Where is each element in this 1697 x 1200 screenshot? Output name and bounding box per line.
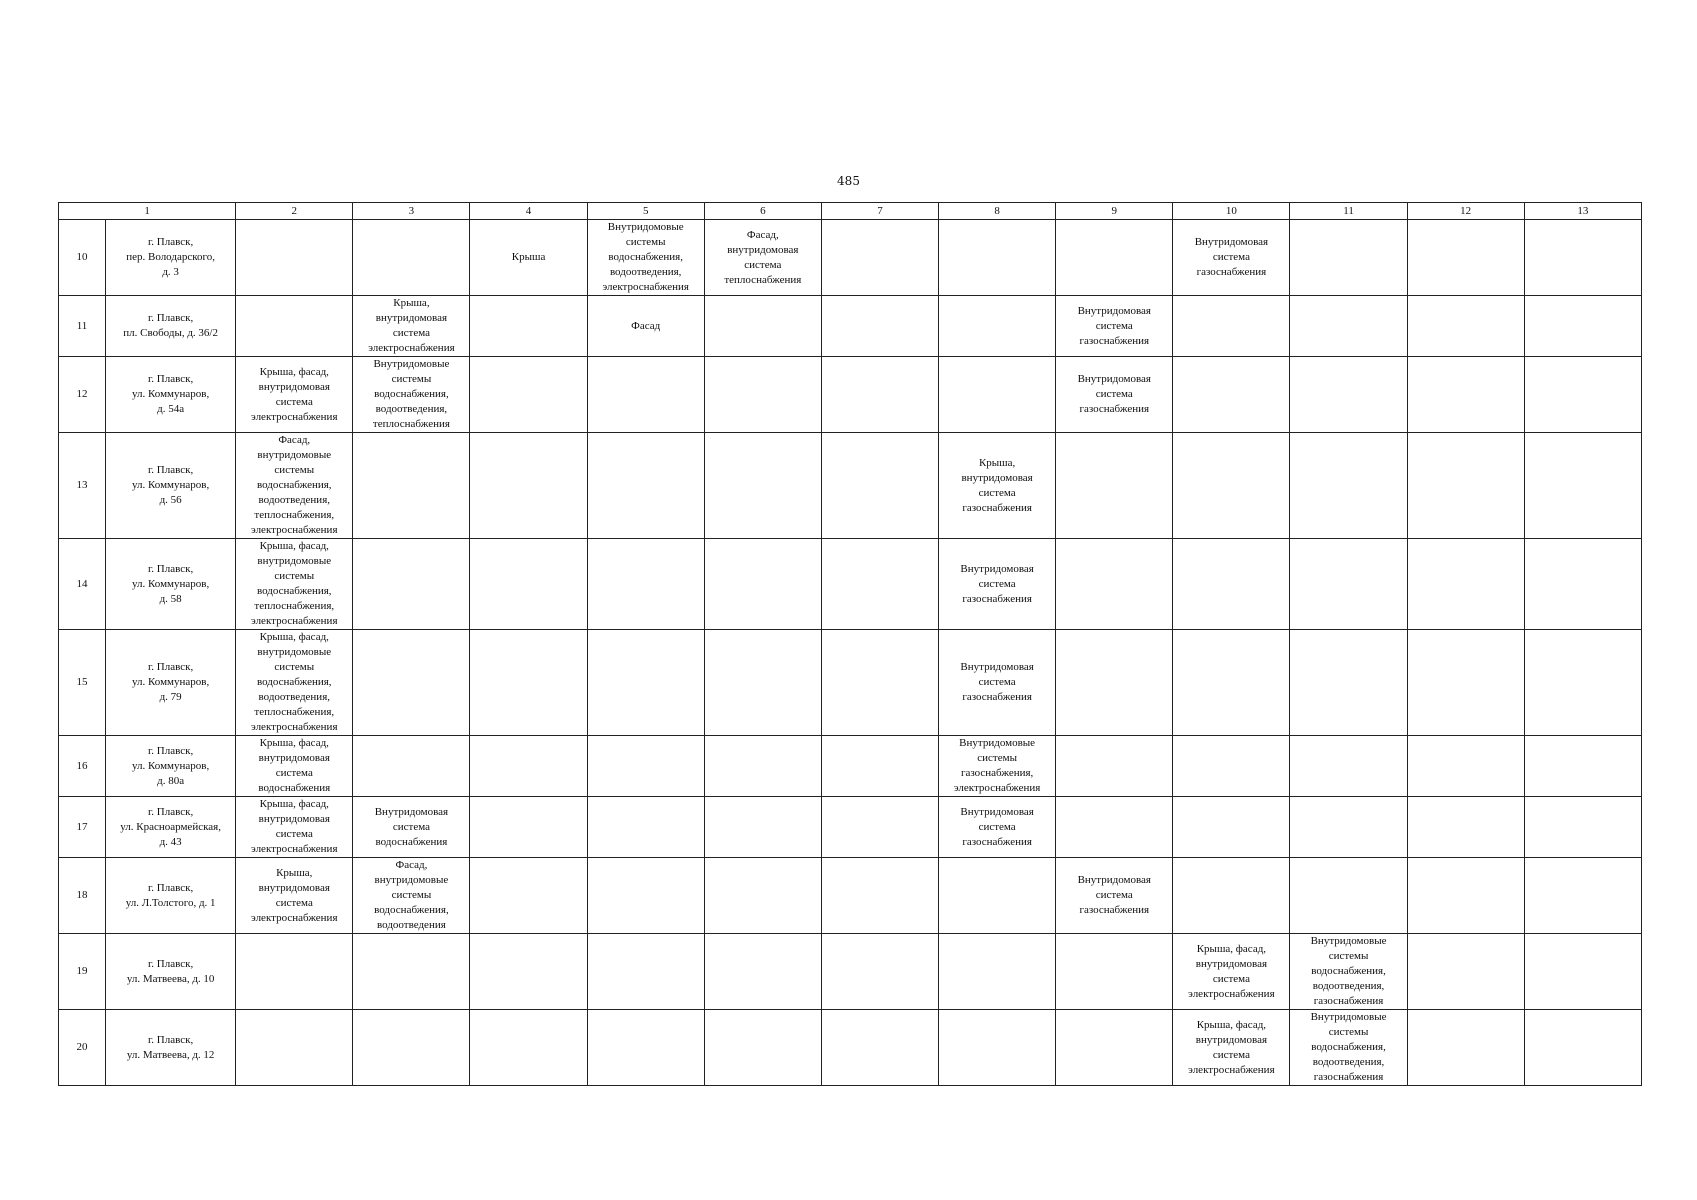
work-cell-col-11 bbox=[1290, 539, 1407, 630]
work-cell-col-7 bbox=[821, 539, 938, 630]
work-cell-col-3 bbox=[353, 934, 470, 1010]
table-row bbox=[59, 357, 1642, 433]
work-type-text: Крыша, фасад, внутридомовая система электроснабжения bbox=[1188, 942, 1275, 1000]
work-cell-col-4 bbox=[470, 630, 587, 736]
table-row bbox=[59, 630, 1642, 736]
row-number: 19 bbox=[59, 934, 106, 1010]
work-cell-col-7 bbox=[821, 630, 938, 736]
work-cell-col-9 bbox=[1056, 296, 1173, 357]
work-type-text: Крыша bbox=[511, 251, 546, 263]
work-cell-col-4 bbox=[470, 296, 587, 357]
work-type-text: Крыша, фасад, внутридомовая система электроснабжения bbox=[251, 365, 338, 423]
work-cell-col-2 bbox=[236, 934, 353, 1010]
work-cell-col-9 bbox=[1056, 934, 1173, 1010]
work-cell-col-8 bbox=[939, 433, 1056, 539]
column-header-12: 12 bbox=[1407, 203, 1524, 220]
work-type-text: Крыша, фасад, внутридомовые системы водоснабжения, водоотведения, теплоснабжения, электроснабжения bbox=[251, 631, 338, 733]
work-cell-col-13 bbox=[1524, 220, 1641, 296]
work-cell-col-9 bbox=[1056, 220, 1173, 296]
work-cell-col-6 bbox=[704, 858, 821, 934]
work-cell-col-4 bbox=[470, 797, 587, 858]
work-cell-col-4 bbox=[470, 736, 587, 797]
work-cell-col-13 bbox=[1524, 357, 1641, 433]
work-cell-col-10 bbox=[1173, 736, 1290, 797]
work-cell-col-4 bbox=[470, 433, 587, 539]
work-cell-col-6 bbox=[704, 934, 821, 1010]
work-cell-col-6 bbox=[704, 797, 821, 858]
work-type-text: Крыша, фасад, внутридомовая система электроснабжения bbox=[251, 798, 338, 855]
row-number: 20 bbox=[59, 1010, 106, 1086]
work-type-text: Внутридомовые системы водоснабжения, водоотведения, газоснабжения bbox=[1310, 935, 1387, 1007]
work-cell-col-5 bbox=[587, 357, 704, 433]
address-text: г. Плавск, ул. Матвеева, д. 12 bbox=[126, 1033, 215, 1061]
work-cell-col-2 bbox=[236, 357, 353, 433]
work-cell-col-6 bbox=[704, 630, 821, 736]
work-cell-col-4 bbox=[470, 934, 587, 1010]
work-cell-col-6 bbox=[704, 1010, 821, 1086]
address-cell bbox=[106, 797, 236, 858]
work-cell-col-11 bbox=[1290, 934, 1407, 1010]
work-cell-col-4 bbox=[470, 357, 587, 433]
address-text: г. Плавск, пер. Володарского, д. 3 bbox=[126, 236, 216, 278]
work-cell-col-10 bbox=[1173, 1010, 1290, 1086]
work-type-text: Фасад bbox=[631, 319, 661, 332]
work-type-text: Внутридомовая система газоснабжения bbox=[960, 805, 1034, 848]
work-cell-col-3 bbox=[353, 539, 470, 630]
work-cell-col-3 bbox=[353, 797, 470, 858]
work-cell-col-12 bbox=[1407, 736, 1524, 797]
work-cell-col-12 bbox=[1407, 1010, 1524, 1086]
work-cell-col-8 bbox=[939, 357, 1056, 433]
row-number: 18 bbox=[59, 858, 106, 934]
work-cell-col-5 bbox=[587, 1010, 704, 1086]
work-cell-col-12 bbox=[1407, 858, 1524, 934]
work-cell-col-4 bbox=[470, 220, 587, 296]
work-cell-col-3 bbox=[353, 357, 470, 433]
row-number: 13 bbox=[59, 433, 106, 539]
work-cell-col-8 bbox=[939, 539, 1056, 630]
work-type-text: Крыша, фасад, внутридомовые системы водоснабжения, теплоснабжения, электроснабжения bbox=[251, 540, 338, 627]
work-cell-col-4 bbox=[470, 539, 587, 630]
work-cell-col-11 bbox=[1290, 296, 1407, 357]
work-cell-col-10 bbox=[1173, 357, 1290, 433]
work-cell-col-13 bbox=[1524, 630, 1641, 736]
work-cell-col-6 bbox=[704, 357, 821, 433]
work-cell-col-5 bbox=[587, 630, 704, 736]
work-cell-col-8 bbox=[939, 797, 1056, 858]
address-cell bbox=[106, 858, 236, 934]
work-cell-col-3 bbox=[353, 858, 470, 934]
work-cell-col-11 bbox=[1290, 736, 1407, 797]
work-cell-col-7 bbox=[821, 220, 938, 296]
work-cell-col-6 bbox=[704, 736, 821, 797]
work-cell-col-5 bbox=[587, 858, 704, 934]
work-cell-col-8 bbox=[939, 296, 1056, 357]
column-header-5: 5 bbox=[587, 203, 704, 220]
work-cell-col-2 bbox=[236, 630, 353, 736]
work-cell-col-13 bbox=[1524, 858, 1641, 934]
work-cell-col-3 bbox=[353, 1010, 470, 1086]
address-cell bbox=[106, 220, 236, 296]
work-cell-col-12 bbox=[1407, 296, 1524, 357]
work-cell-col-8 bbox=[939, 1010, 1056, 1086]
work-cell-col-8 bbox=[939, 630, 1056, 736]
work-cell-col-12 bbox=[1407, 630, 1524, 736]
address-cell bbox=[106, 630, 236, 736]
repair-schedule-table bbox=[58, 202, 1642, 1086]
work-cell-col-9 bbox=[1056, 797, 1173, 858]
address-cell bbox=[106, 433, 236, 539]
work-cell-col-12 bbox=[1407, 934, 1524, 1010]
row-number: 17 bbox=[59, 797, 106, 858]
address-text: г. Плавск, ул. Коммунаров, д. 56 bbox=[132, 464, 210, 506]
work-cell-col-10 bbox=[1173, 934, 1290, 1010]
work-cell-col-7 bbox=[821, 797, 938, 858]
work-cell-col-13 bbox=[1524, 797, 1641, 858]
work-cell-col-13 bbox=[1524, 539, 1641, 630]
page-number: 485 bbox=[837, 174, 860, 188]
work-cell-col-4 bbox=[470, 1010, 587, 1086]
work-type-text: Внутридомовые системы водоснабжения, водоотведения, электроснабжения bbox=[602, 221, 689, 293]
work-type-text: Внутридомовая система газоснабжения bbox=[1077, 874, 1151, 916]
work-cell-col-9 bbox=[1056, 736, 1173, 797]
column-header-10: 10 bbox=[1173, 203, 1290, 220]
row-number: 15 bbox=[59, 630, 106, 736]
address-text: г. Плавск, ул. Коммунаров, д. 79 bbox=[132, 661, 210, 703]
work-cell-col-8 bbox=[939, 934, 1056, 1010]
work-cell-col-7 bbox=[821, 296, 938, 357]
address-text: г. Плавск, ул. Красноармейская, д. 43 bbox=[120, 805, 221, 848]
table-row bbox=[59, 539, 1642, 630]
work-cell-col-13 bbox=[1524, 736, 1641, 797]
work-cell-col-9 bbox=[1056, 539, 1173, 630]
work-type-text: Внутридомовые системы газоснабжения, электроснабжения bbox=[953, 737, 1041, 794]
work-type-text: Крыша, внутридомовая система электроснабжения bbox=[368, 297, 455, 354]
address-cell bbox=[106, 357, 236, 433]
work-cell-col-7 bbox=[821, 736, 938, 797]
work-cell-col-10 bbox=[1173, 797, 1290, 858]
work-cell-col-11 bbox=[1290, 630, 1407, 736]
work-cell-col-11 bbox=[1290, 797, 1407, 858]
work-cell-col-12 bbox=[1407, 357, 1524, 433]
work-type-text: Внутридомовая система водоснабжения bbox=[374, 805, 449, 848]
work-type-text: Внутридомовая система газоснабжения bbox=[1077, 373, 1151, 415]
work-cell-col-9 bbox=[1056, 630, 1173, 736]
work-type-text: Крыша, фасад, внутридомовая система водоснабжения bbox=[258, 737, 331, 794]
column-header-6: 6 bbox=[704, 203, 821, 220]
work-cell-col-12 bbox=[1407, 797, 1524, 858]
work-cell-col-8 bbox=[939, 736, 1056, 797]
work-cell-col-13 bbox=[1524, 934, 1641, 1010]
work-cell-col-2 bbox=[236, 220, 353, 296]
work-cell-col-11 bbox=[1290, 1010, 1407, 1086]
work-cell-col-2 bbox=[236, 539, 353, 630]
work-type-text: Внутридомовая система газоснабжения bbox=[1194, 236, 1269, 278]
row-number: 14 bbox=[59, 539, 106, 630]
table-row bbox=[59, 797, 1642, 858]
work-cell-col-2 bbox=[236, 296, 353, 357]
column-header-11: 11 bbox=[1290, 203, 1407, 220]
work-cell-col-2 bbox=[236, 1010, 353, 1086]
row-number: 11 bbox=[59, 296, 106, 357]
work-cell-col-7 bbox=[821, 858, 938, 934]
work-cell-col-13 bbox=[1524, 1010, 1641, 1086]
work-cell-col-9 bbox=[1056, 858, 1173, 934]
address-cell bbox=[106, 539, 236, 630]
work-cell-col-2 bbox=[236, 433, 353, 539]
work-type-text: Крыша, внутридомовая система электроснабжения bbox=[251, 866, 338, 924]
work-type-text: Внутридомовая система газоснабжения bbox=[960, 661, 1034, 703]
work-cell-col-3 bbox=[353, 296, 470, 357]
work-cell-col-3 bbox=[353, 220, 470, 296]
work-cell-col-6 bbox=[704, 296, 821, 357]
work-cell-col-8 bbox=[939, 858, 1056, 934]
work-cell-col-5 bbox=[587, 934, 704, 1010]
work-cell-col-11 bbox=[1290, 220, 1407, 296]
column-header-2: 2 bbox=[236, 203, 353, 220]
table-row bbox=[59, 433, 1642, 539]
address-text: г. Плавск, пл. Свободы, д. 36/2 bbox=[123, 312, 218, 339]
work-cell-col-7 bbox=[821, 934, 938, 1010]
work-cell-col-12 bbox=[1407, 433, 1524, 539]
work-cell-col-9 bbox=[1056, 357, 1173, 433]
column-header-4: 4 bbox=[470, 203, 587, 220]
work-cell-col-9 bbox=[1056, 1010, 1173, 1086]
work-cell-col-10 bbox=[1173, 220, 1290, 296]
address-text: г. Плавск, ул. Коммунаров, д. 54а bbox=[132, 373, 210, 415]
work-cell-col-2 bbox=[236, 858, 353, 934]
table-row bbox=[59, 220, 1642, 296]
work-cell-col-10 bbox=[1173, 630, 1290, 736]
work-type-text: Фасад, внутридомовые системы водоснабжения, водоотведения bbox=[374, 859, 449, 931]
work-cell-col-8 bbox=[939, 220, 1056, 296]
work-type-text: Крыша, внутридомовая система газоснабжения bbox=[961, 456, 1033, 514]
work-cell-col-5 bbox=[587, 433, 704, 539]
work-cell-col-12 bbox=[1407, 539, 1524, 630]
address-text: г. Плавск, ул. Л.Толстого, д. 1 bbox=[125, 881, 216, 909]
work-cell-col-6 bbox=[704, 220, 821, 296]
address-cell bbox=[106, 296, 236, 357]
work-type-text: Внутридомовая система газоснабжения bbox=[960, 562, 1034, 605]
work-type-text: Фасад, внутридомовая система теплоснабжения bbox=[724, 228, 802, 286]
work-cell-col-10 bbox=[1173, 433, 1290, 539]
work-cell-col-7 bbox=[821, 433, 938, 539]
address-text: г. Плавск, ул. Коммунаров, д. 80а bbox=[132, 744, 210, 787]
work-cell-col-5 bbox=[587, 539, 704, 630]
address-text: г. Плавск, ул. Коммунаров, д. 58 bbox=[132, 562, 210, 605]
work-cell-col-2 bbox=[236, 797, 353, 858]
work-cell-col-11 bbox=[1290, 433, 1407, 539]
header-row bbox=[59, 203, 1642, 220]
row-number: 10 bbox=[59, 220, 106, 296]
work-cell-col-11 bbox=[1290, 357, 1407, 433]
work-cell-col-6 bbox=[704, 433, 821, 539]
column-header-8: 8 bbox=[939, 203, 1056, 220]
address-cell bbox=[106, 934, 236, 1010]
column-header-7: 7 bbox=[821, 203, 938, 220]
work-type-text: Внутридомовая система газоснабжения bbox=[1077, 304, 1151, 347]
table-row bbox=[59, 296, 1642, 357]
row-number: 16 bbox=[59, 736, 106, 797]
column-header-9: 9 bbox=[1056, 203, 1173, 220]
table-row bbox=[59, 934, 1642, 1010]
work-cell-col-3 bbox=[353, 433, 470, 539]
work-cell-col-5 bbox=[587, 797, 704, 858]
work-cell-col-5 bbox=[587, 296, 704, 357]
work-cell-col-3 bbox=[353, 630, 470, 736]
work-type-text: Фасад, внутридомовые системы водоснабжения, водоотведения, теплоснабжения, электроснабжения bbox=[251, 434, 338, 536]
work-cell-col-2 bbox=[236, 736, 353, 797]
column-header-13: 13 bbox=[1524, 203, 1641, 220]
column-header-1: 1 bbox=[59, 203, 236, 220]
work-type-text: Внутридомовые системы водоснабжения, водоотведения, теплоснабжения bbox=[372, 358, 450, 430]
work-cell-col-13 bbox=[1524, 296, 1641, 357]
work-cell-col-10 bbox=[1173, 296, 1290, 357]
work-cell-col-5 bbox=[587, 736, 704, 797]
work-cell-col-12 bbox=[1407, 220, 1524, 296]
work-cell-col-10 bbox=[1173, 539, 1290, 630]
work-cell-col-13 bbox=[1524, 433, 1641, 539]
work-cell-col-3 bbox=[353, 736, 470, 797]
work-cell-col-9 bbox=[1056, 433, 1173, 539]
work-cell-col-7 bbox=[821, 1010, 938, 1086]
address-cell bbox=[106, 736, 236, 797]
row-number: 12 bbox=[59, 357, 106, 433]
address-cell bbox=[106, 1010, 236, 1086]
work-type-text: Внутридомовые системы водоснабжения, водоотведения, газоснабжения bbox=[1310, 1011, 1387, 1083]
work-cell-col-7 bbox=[821, 357, 938, 433]
column-header-3: 3 bbox=[353, 203, 470, 220]
table-row bbox=[59, 736, 1642, 797]
table-row bbox=[59, 858, 1642, 934]
table-row bbox=[59, 1010, 1642, 1086]
work-type-text: Крыша, фасад, внутридомовая система электроснабжения bbox=[1188, 1018, 1275, 1076]
work-cell-col-6 bbox=[704, 539, 821, 630]
work-cell-col-11 bbox=[1290, 858, 1407, 934]
work-cell-col-5 bbox=[587, 220, 704, 296]
work-cell-col-4 bbox=[470, 858, 587, 934]
address-text: г. Плавск, ул. Матвеева, д. 10 bbox=[126, 957, 215, 985]
work-cell-col-10 bbox=[1173, 858, 1290, 934]
